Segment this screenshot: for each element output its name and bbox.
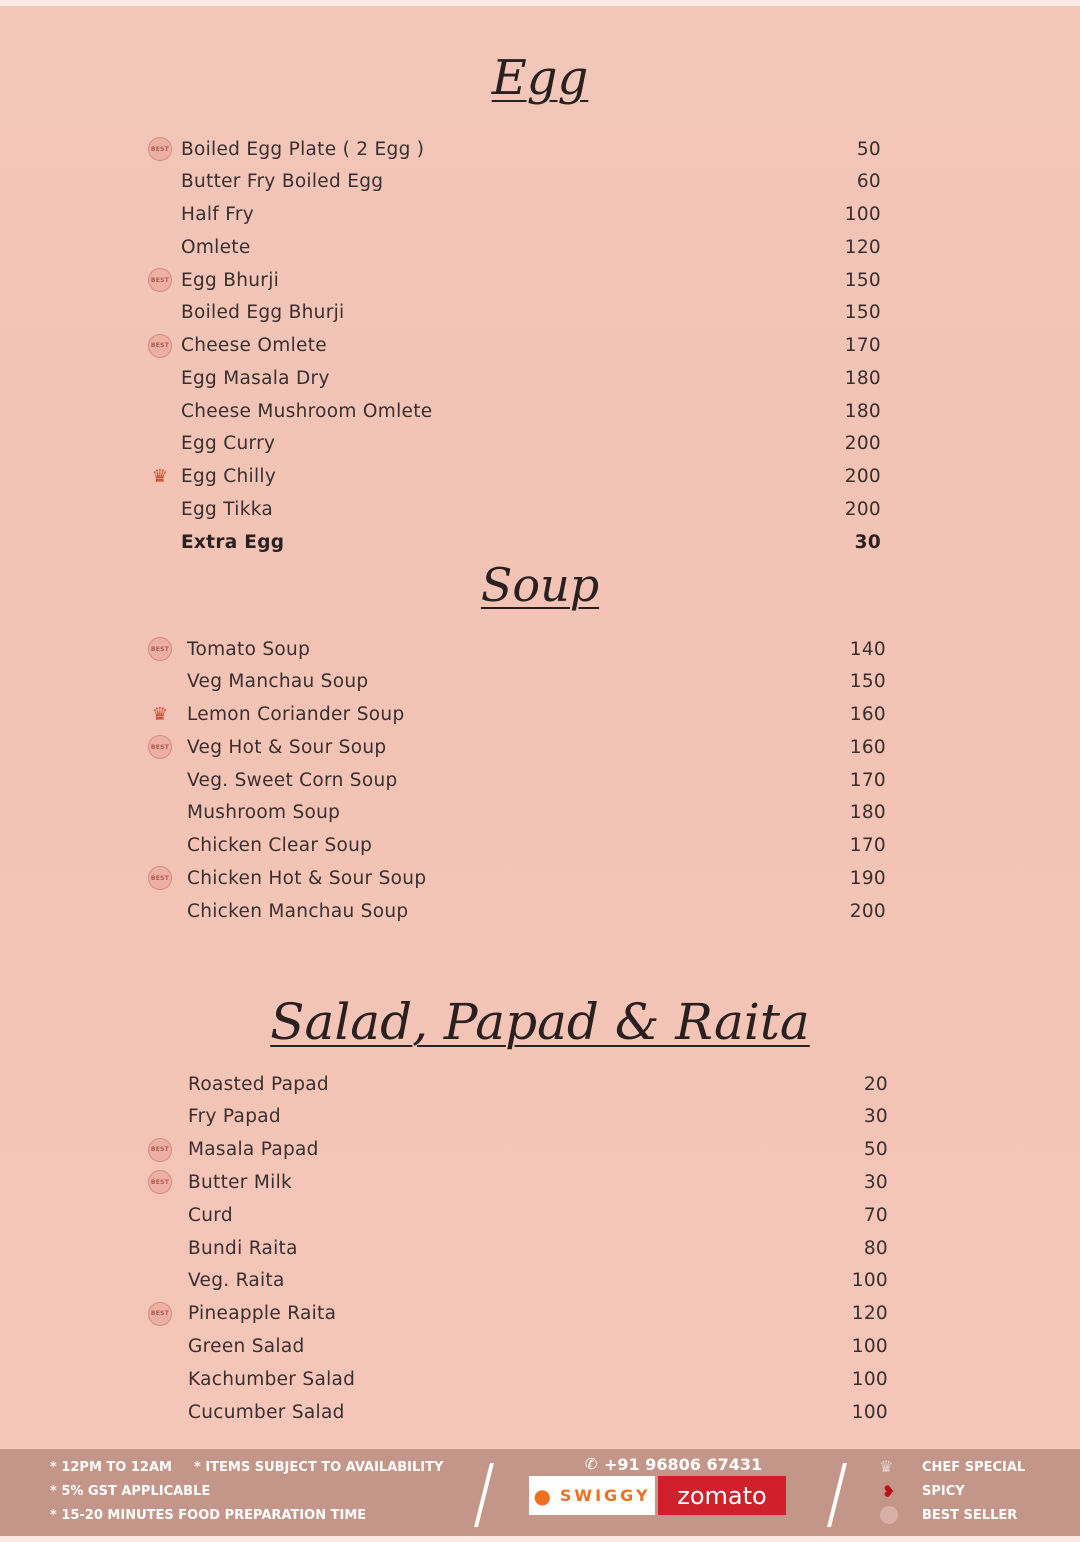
item-name: Mushroom Soup <box>187 802 341 824</box>
menu-item <box>0 1134 1080 1166</box>
item-price: 150 <box>849 671 886 693</box>
best-seller-icon: BEST <box>148 637 172 661</box>
menu-item <box>0 1199 1080 1231</box>
section-title: Soup <box>480 558 600 612</box>
item-price: 100 <box>851 1401 888 1423</box>
item-price: 120 <box>851 1303 888 1325</box>
item-name: Boiled Egg Bhurji <box>181 302 345 324</box>
menu-item <box>0 1330 1080 1362</box>
item-name: Chicken Hot & Sour Soup <box>187 867 427 889</box>
menu-item <box>0 493 1080 525</box>
item-price: 200 <box>849 900 886 922</box>
item-name: Chicken Clear Soup <box>187 835 373 856</box>
chili-icon: ❥ <box>882 1482 896 1501</box>
menu-item <box>0 699 1080 731</box>
menu-item <box>0 166 1080 198</box>
menu-item <box>0 231 1080 263</box>
item-name: Curd <box>188 1204 233 1226</box>
best-seller-icon: BEST <box>148 334 172 358</box>
menu-item <box>0 1101 1080 1133</box>
menu-item <box>0 1265 1080 1297</box>
best-seller-icon: BEST <box>148 268 172 292</box>
item-price: 30 <box>863 1171 888 1193</box>
item-name: Tomato Soup <box>187 638 311 660</box>
footer <box>0 1449 1080 1536</box>
menu-item <box>0 264 1080 296</box>
item-price: 100 <box>851 1335 888 1357</box>
item-price: 30 <box>863 1106 888 1128</box>
best-seller-icon: BEST <box>148 1138 172 1162</box>
item-name: Veg Manchau Soup <box>187 671 369 693</box>
menu-item <box>0 1232 1080 1264</box>
item-name: Extra Egg <box>181 531 285 553</box>
legend-best-seller: BEST SELLER <box>922 1508 1018 1523</box>
item-name: Butter Fry Boiled Egg <box>181 171 384 193</box>
item-name: Egg Masala Dry <box>181 367 330 389</box>
menu-item <box>0 461 1080 493</box>
menu-item <box>0 297 1080 329</box>
item-name: Cheese Mushroom Omlete <box>181 400 433 422</box>
item-price: 50 <box>856 138 881 160</box>
item-price: 200 <box>844 498 881 520</box>
legend-spicy: SPICY <box>922 1484 965 1499</box>
menu-item <box>0 1068 1080 1100</box>
menu-item <box>0 862 1080 894</box>
menu-item <box>0 199 1080 231</box>
menu-item <box>0 1166 1080 1198</box>
menu-item <box>0 731 1080 763</box>
availability-note: * ITEMS SUBJECT TO AVAILABILITY <box>194 1460 444 1475</box>
phone-icon: ✆ <box>585 1455 598 1473</box>
item-name: Egg Chilly <box>181 466 277 487</box>
best-seller-icon: BEST <box>148 866 172 890</box>
item-price: 150 <box>844 302 881 324</box>
item-price: 170 <box>844 335 881 356</box>
timing: * 12PM TO 12AM <box>50 1460 172 1475</box>
item-name: Cheese Omlete <box>181 335 327 356</box>
item-price: 160 <box>849 704 886 725</box>
menu-item <box>0 666 1080 698</box>
item-price: 200 <box>844 433 881 455</box>
best-seller-icon: BEST <box>148 137 172 161</box>
item-name: Egg Bhurji <box>181 269 280 291</box>
item-name: Egg Tikka <box>181 498 274 520</box>
item-name: Lemon Coriander Soup <box>187 704 405 725</box>
prep-time-note: * 15-20 MINUTES FOOD PREPARATION TIME <box>50 1508 367 1523</box>
item-price: 170 <box>849 769 886 791</box>
chef-hat-icon: ♛ <box>879 1457 894 1476</box>
item-name: Butter Milk <box>188 1171 293 1193</box>
item-name: Kachumber Salad <box>188 1368 356 1390</box>
item-name: Egg Curry <box>181 433 276 455</box>
item-price: 180 <box>844 367 881 389</box>
menu-item <box>0 895 1080 927</box>
item-name: Veg Hot & Sour Soup <box>187 736 387 758</box>
menu-item <box>0 428 1080 460</box>
item-price: 30 <box>854 531 881 553</box>
item-name: Cucumber Salad <box>188 1401 345 1423</box>
item-name: Veg. Raita <box>188 1270 285 1292</box>
item-name: Chicken Manchau Soup <box>187 900 409 922</box>
item-name: Pineapple Raita <box>188 1303 337 1325</box>
menu-item <box>0 1396 1080 1428</box>
chef-special-icon: ♛ <box>151 704 169 725</box>
swiggy-icon: ● <box>533 1483 554 1508</box>
zomato-logo[interactable]: zomato <box>658 1476 786 1515</box>
item-price: 100 <box>851 1270 888 1292</box>
divider <box>474 1463 494 1527</box>
menu-item <box>0 526 1080 558</box>
item-name: Omlete <box>181 236 251 258</box>
item-price: 80 <box>863 1237 888 1259</box>
item-price: 190 <box>849 867 886 889</box>
phone-number[interactable]: +91 96806 67431 <box>604 1455 763 1474</box>
item-price: 180 <box>844 400 881 422</box>
item-price: 100 <box>844 204 881 225</box>
item-name: Green Salad <box>188 1335 305 1357</box>
item-price: 70 <box>863 1204 888 1226</box>
best-seller-icon: BEST <box>148 1170 172 1194</box>
section-title: Egg <box>491 50 589 106</box>
item-price: 150 <box>844 269 881 291</box>
best-seller-icon <box>880 1506 898 1524</box>
item-price: 50 <box>863 1139 888 1161</box>
item-price: 170 <box>849 835 886 856</box>
item-name: Masala Papad <box>188 1139 319 1161</box>
item-name: Boiled Egg Plate ( 2 Egg ) <box>181 138 425 160</box>
item-price: 200 <box>844 466 881 487</box>
menu-item <box>0 395 1080 427</box>
gst-note: * 5% GST APPLICABLE <box>50 1484 211 1499</box>
item-name: Bundi Raita <box>188 1237 298 1259</box>
item-price: 20 <box>863 1073 888 1095</box>
menu-item <box>0 1298 1080 1330</box>
legend-chef-special: CHEF SPECIAL <box>922 1460 1026 1475</box>
menu-item <box>0 633 1080 665</box>
item-price: 100 <box>851 1368 888 1390</box>
item-price: 180 <box>849 802 886 824</box>
chef-special-icon: ♛ <box>151 466 169 487</box>
item-price: 140 <box>849 638 886 660</box>
item-name: Veg. Sweet Corn Soup <box>187 769 398 791</box>
menu-item <box>0 797 1080 829</box>
section-title: Salad, Papad & Raita <box>270 993 810 1051</box>
swiggy-logo[interactable]: ● SWIGGY <box>529 1476 655 1515</box>
item-price: 120 <box>844 236 881 258</box>
item-name: Fry Papad <box>188 1106 281 1128</box>
menu-item <box>0 133 1080 165</box>
item-price: 160 <box>849 736 886 758</box>
menu-item <box>0 330 1080 362</box>
menu-item <box>0 830 1080 862</box>
best-seller-icon: BEST <box>148 735 172 759</box>
item-price: 60 <box>856 171 881 193</box>
menu-item <box>0 362 1080 394</box>
menu-item <box>0 1363 1080 1395</box>
best-seller-icon: BEST <box>148 1302 172 1326</box>
item-name: Roasted Papad <box>188 1073 329 1095</box>
divider <box>827 1463 847 1527</box>
menu-item <box>0 764 1080 796</box>
item-name: Half Fry <box>181 204 255 225</box>
